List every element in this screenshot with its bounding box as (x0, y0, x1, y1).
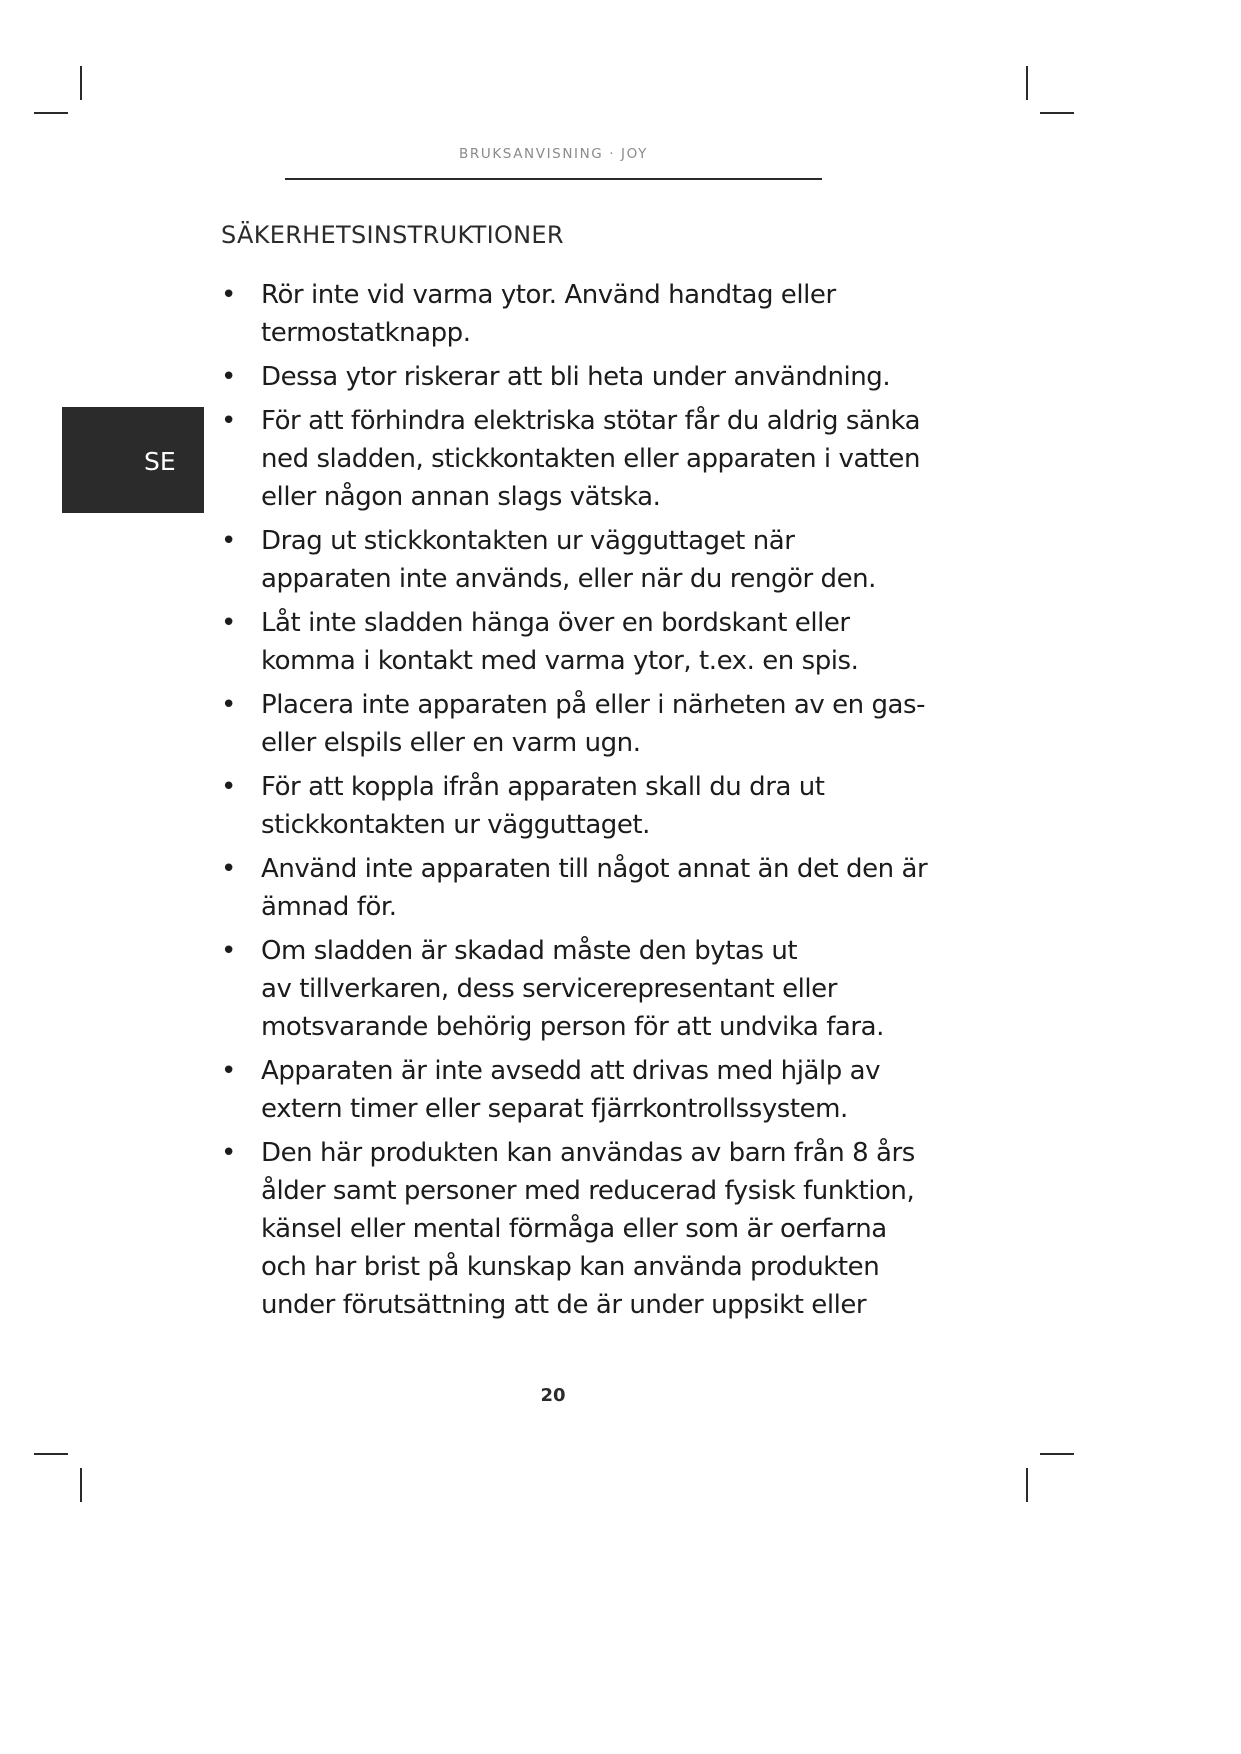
instruction-line: ålder samt personer med reducerad fysisk funktion, (261, 1176, 915, 1206)
instruction-line: extern timer eller separat fjärrkontrollssystem. (261, 1094, 848, 1124)
instruction-item (221, 686, 961, 762)
page-number: 20 (540, 1385, 566, 1406)
instruction-line: termostatknapp. (261, 318, 471, 348)
bullet-dot: • (221, 362, 236, 392)
instruction-item (221, 1052, 961, 1128)
instruction-line: Dessa ytor riskerar att bli heta under användning. (261, 362, 891, 392)
instruction-line: ämnad för. (261, 892, 397, 922)
crop-mark-top-left-vertical (80, 66, 82, 100)
instruction-line: ned sladden, stickkontakten eller apparaten i vatten (261, 444, 920, 474)
instruction-item (221, 604, 961, 680)
bullet-dot: • (221, 772, 236, 802)
crop-mark-bottom-left-horizontal (34, 1453, 68, 1455)
instruction-line: Apparaten är inte avsedd att drivas med hjälp av (261, 1056, 881, 1086)
instruction-line: stickkontakten ur vägguttaget. (261, 810, 650, 840)
safety-instructions-list (221, 276, 961, 1330)
instruction-line: Om sladden är skadad måste den bytas ut (261, 936, 798, 966)
instruction-line: Placera inte apparaten på eller i närheten av en gas- (261, 690, 926, 720)
bullet-dot: • (221, 406, 236, 436)
bullet-dot: • (221, 690, 236, 720)
crop-mark-top-right-horizontal (1040, 112, 1074, 114)
instruction-line: För att koppla ifrån apparaten skall du dra ut (261, 772, 825, 802)
language-tab (62, 407, 204, 513)
crop-mark-top-right-vertical (1026, 66, 1028, 100)
instruction-line: apparaten inte används, eller när du rengör den. (261, 564, 876, 594)
instruction-line: motsvarande behörig person för att undvika fara. (261, 1012, 884, 1042)
running-header: BRUKSANVISNING · JOY (459, 146, 648, 162)
crop-mark-bottom-right-vertical (1026, 1468, 1028, 1502)
crop-mark-bottom-right-horizontal (1040, 1453, 1074, 1455)
bullet-dot: • (221, 936, 236, 966)
crop-mark-top-left-horizontal (34, 112, 68, 114)
instruction-item (221, 768, 961, 844)
bullet-dot: • (221, 1138, 236, 1168)
bullet-dot: • (221, 1056, 236, 1086)
instruction-item (221, 402, 961, 516)
instruction-line: och har brist på kunskap kan använda produkten (261, 1252, 880, 1282)
instruction-line: komma i kontakt med varma ytor, t.ex. en spis. (261, 646, 859, 676)
instruction-item (221, 850, 961, 926)
instruction-line: För att förhindra elektriska stötar får du aldrig sänka (261, 406, 921, 436)
instruction-line: under förutsättning att de är under uppsikt eller (261, 1290, 867, 1320)
bullet-dot: • (221, 854, 236, 884)
bullet-dot: • (221, 526, 236, 556)
instruction-item (221, 1134, 961, 1324)
instruction-item (221, 522, 961, 598)
header-rule (285, 178, 822, 180)
bullet-dot: • (221, 280, 236, 310)
instruction-line: eller elspils eller en varm ugn. (261, 728, 641, 758)
instruction-line: Låt inte sladden hänga över en bordskant eller (261, 608, 850, 638)
instruction-item (221, 932, 961, 1046)
bullet-dot: • (221, 608, 236, 638)
section-title: SÄKERHETSINSTRUKTIONER (221, 221, 564, 249)
instruction-line: Drag ut stickkontakten ur vägguttaget när (261, 526, 795, 556)
instruction-line: eller någon annan slags vätska. (261, 482, 661, 512)
instruction-line: Den här produkten kan användas av barn från 8 års (261, 1138, 915, 1168)
instruction-line: Använd inte apparaten till något annat än det den är (261, 854, 928, 884)
instruction-item (221, 358, 961, 396)
instruction-line: av tillverkaren, dess servicerepresentant eller (261, 974, 837, 1004)
instruction-line: känsel eller mental förmåga eller som är oerfarna (261, 1214, 887, 1244)
instruction-item (221, 276, 961, 352)
crop-mark-bottom-left-vertical (80, 1468, 82, 1502)
instruction-line: Rör inte vid varma ytor. Använd handtag eller (261, 280, 836, 310)
language-tab-label: SE (144, 447, 176, 476)
